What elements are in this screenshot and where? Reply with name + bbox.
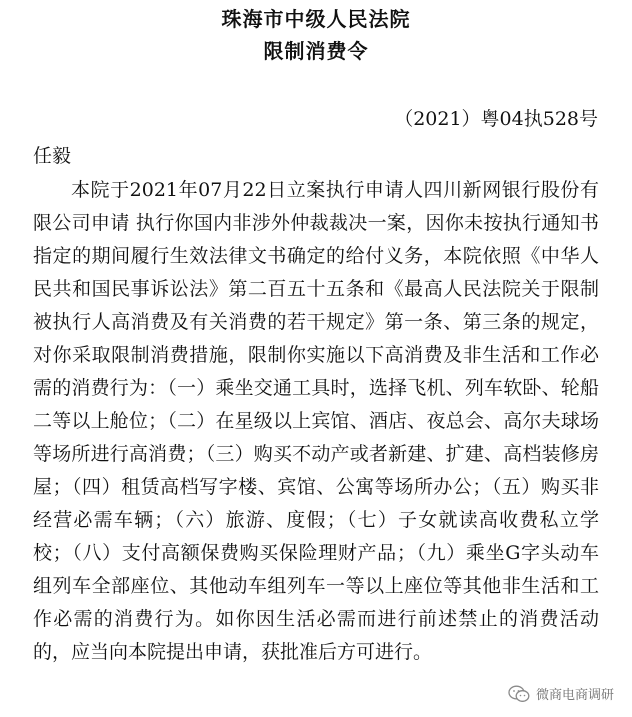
case-number: （2021）粤04执528号 bbox=[394, 108, 598, 130]
order-body-paragraph: 本院于2021年07月22日立案执行申请人四川新网银行股份有限公司申请 执行你国内非涉外仲裁裁决一案，因你未按执行通知书指定的期间履行生效法律文书确定的给付义务，本院依照《中华人民共和国民事诉讼法》第二百五十五条和《最高人民法院关于限制被执行人高消费及有关消费的若干规定》第一条、第三条的规定，对你采取限制消费措施，限制你实施以下高消费及非生活和工作必需的消费行为：（一）乘坐交通工具时，选择飞机、列车软卧、轮船二等以上舱位；（二）在星级以上宾馆、酒店、夜总会、高尔夫球场等场所进行高消费；（三）购买不动产或者新建、扩建、高档装修房屋；（四）租赁高档写字楼、宾馆、公寓等场所办公；（五）购买非经营必需车辆；（六）旅游、度假；（七）子女就读高收费私立学校；（八）支付高额保费购买保险理财产品；（九）乘坐G字头动车组列车全部座位、其他动车组列车一等以上座位等其他非生活和工作必需的消费行为。如你因生活必需而进行前述禁止的消费活动的，应当向本院提出申请，获批准后方可进行。 bbox=[33, 179, 599, 663]
addressee-name: 任毅 bbox=[33, 145, 72, 167]
watermark-text: 微商电商调研 bbox=[535, 688, 614, 703]
document-title: 限制消费令 bbox=[263, 39, 369, 63]
wechat-icon bbox=[508, 685, 530, 703]
watermark bbox=[504, 682, 618, 705]
court-name: 珠海市中级人民法院 bbox=[221, 7, 411, 31]
